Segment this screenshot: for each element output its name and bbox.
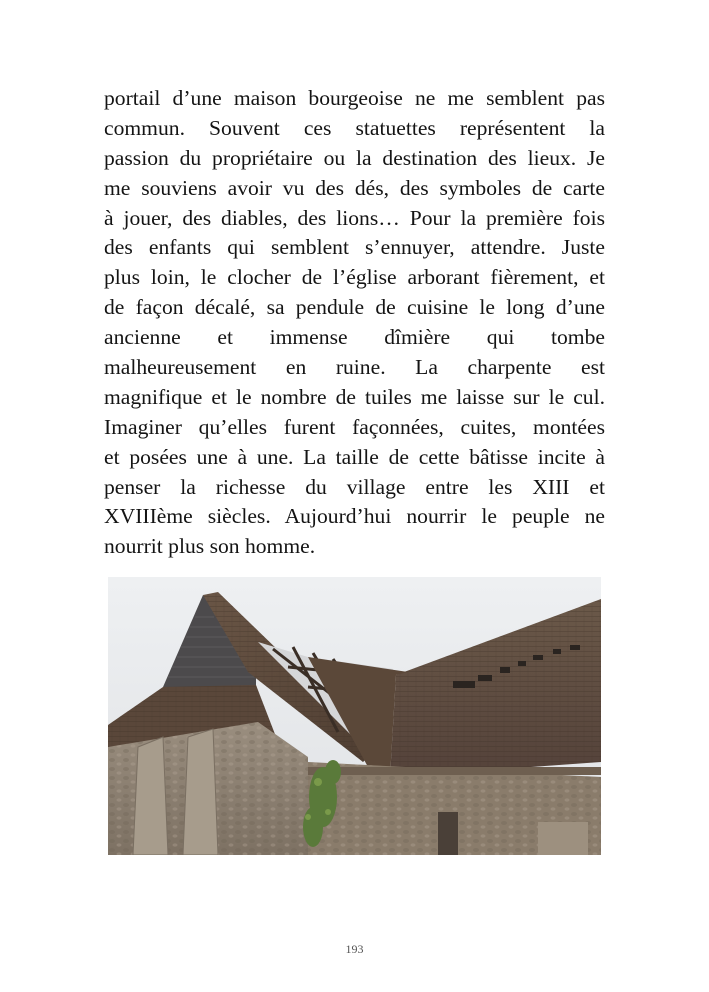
- text-line: plus loin, le clocher de l’église arborant fièrement, et: [104, 265, 605, 290]
- text-line: ancienne et immense dîmière qui tombe: [104, 325, 605, 350]
- text-line: penser la richesse du village entre les XIII et: [104, 474, 605, 499]
- text-line: passion du propriétaire ou la destination des lieux. Je: [104, 145, 605, 170]
- text-line: des enfants qui semblent s’ennuyer, attendre. Juste: [104, 235, 605, 260]
- text-line: magnifique et le nombre de tuiles me laisse sur le cul.: [104, 384, 605, 409]
- text-line: à jouer, des diables, des lions… Pour la première fois: [104, 205, 605, 230]
- body-paragraph: [104, 84, 605, 562]
- page-number: 193: [345, 942, 364, 956]
- text-line: malheureusement en ruine. La charpente est: [104, 355, 605, 380]
- text-line: nourrit plus son homme.: [104, 534, 316, 559]
- text-line: me souviens avoir vu des dés, des symboles de carte: [104, 175, 605, 200]
- text-line: commun. Souvent ces statuettes représentent la: [104, 115, 605, 140]
- text-line: de façon décalé, sa pendule de cuisine le long d’une: [104, 295, 605, 320]
- text-line: portail d’une maison bourgeoise ne me semblent pas: [104, 86, 605, 110]
- barn-photo: [108, 577, 601, 855]
- text-line: Imaginer qu’elles furent façonnées, cuites, montées: [104, 414, 605, 439]
- text-line: XVIIIème siècles. Aujourd’hui nourrir le peuple ne: [104, 504, 605, 529]
- text-line: et posées une à une. La taille de cette bâtisse incite à: [104, 444, 605, 469]
